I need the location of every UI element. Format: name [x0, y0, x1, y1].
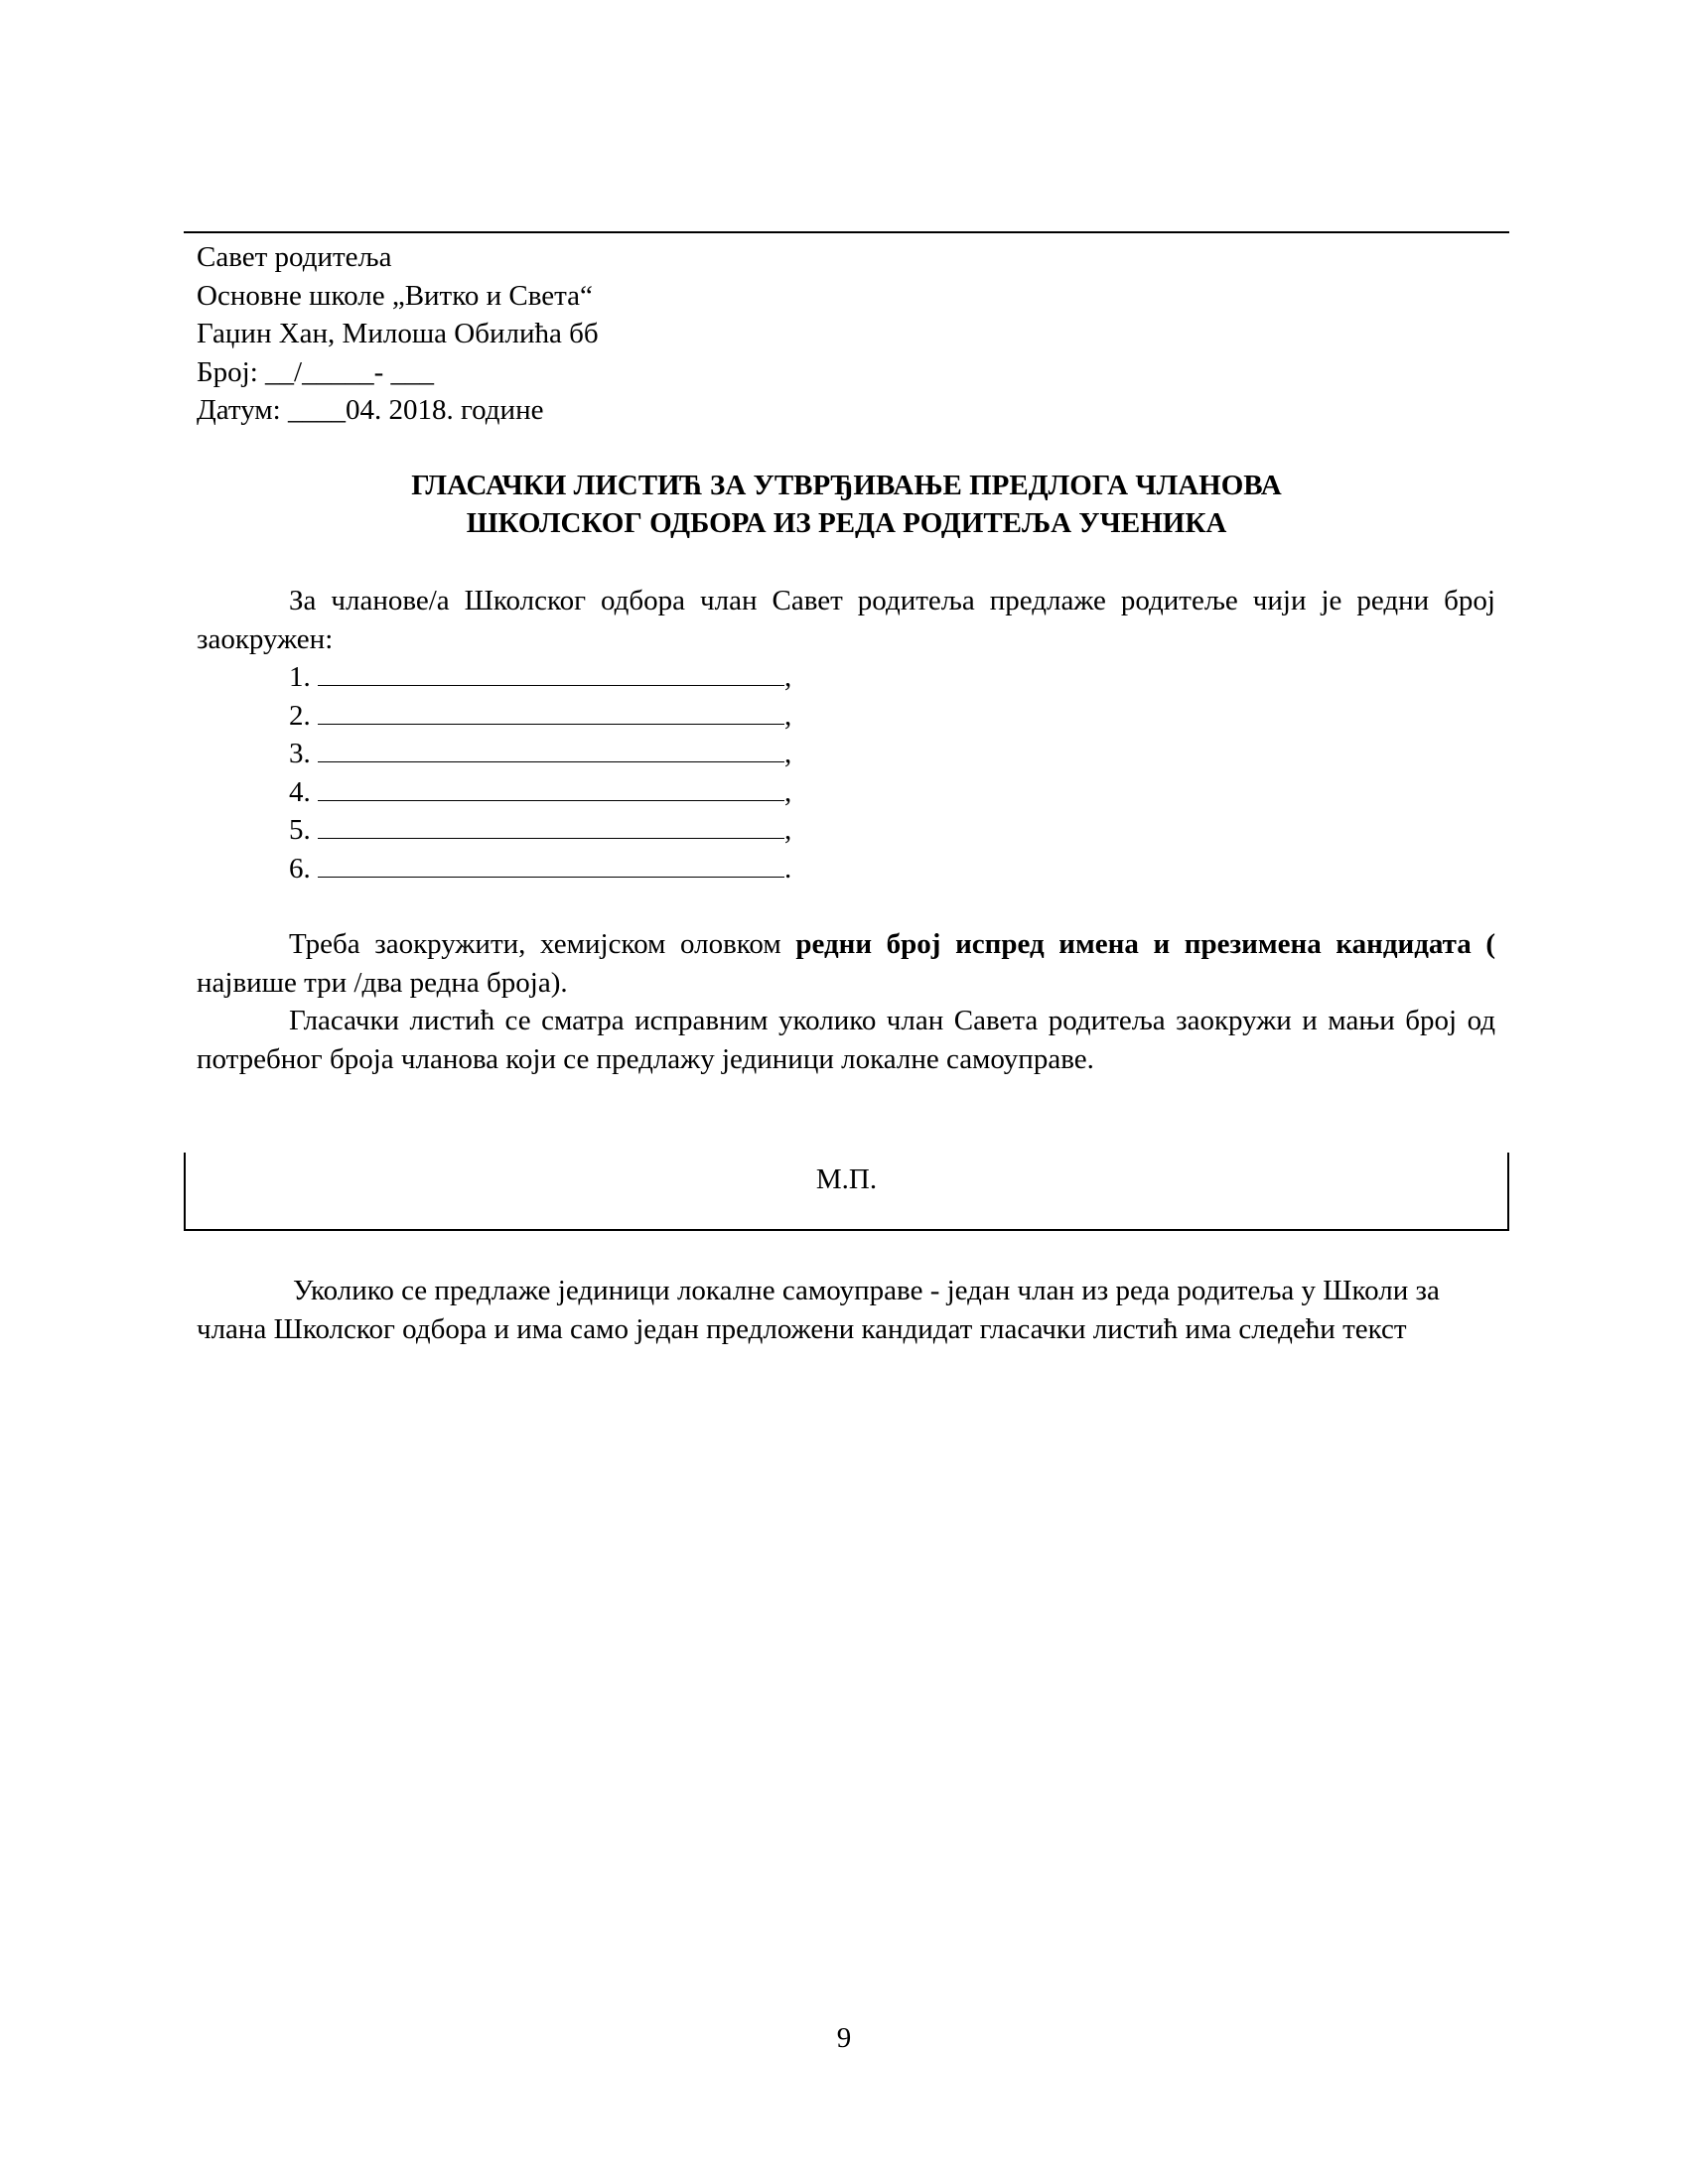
candidate-number: 2.	[289, 699, 311, 732]
candidate-row	[289, 735, 791, 773]
candidate-row	[289, 811, 791, 850]
candidate-number: 5.	[289, 814, 311, 846]
candidate-name-line	[318, 738, 784, 762]
header-number: Број: __/_____- ___	[197, 355, 434, 388]
instruction-emphasis: редни број испред имена и презимена кандидата (	[795, 928, 1495, 960]
candidate-row	[289, 658, 791, 697]
candidate-list	[289, 658, 791, 887]
candidate-row	[289, 773, 791, 812]
candidate-row-end: ,	[784, 699, 792, 732]
candidate-row-end: ,	[784, 738, 792, 769]
ballot-title-line-1: ГЛАСАЧКИ ЛИСТИЋ ЗА УТВРЂИВАЊЕ ПРЕДЛОГА ЧЛАНОВА	[411, 470, 1282, 501]
stamp-box	[184, 1153, 1509, 1231]
instruction-text-end: највише три /два редна броја).	[197, 966, 568, 999]
candidate-number: 4.	[289, 775, 311, 808]
header-address: Гаџин Хан, Милоша Обилића бб	[197, 318, 599, 349]
instruction-text: Треба заокружити, хемијском оловком	[289, 928, 796, 960]
validity-paragraph	[197, 1002, 1495, 1078]
candidate-row	[289, 850, 791, 888]
candidate-row-end: ,	[784, 814, 792, 846]
candidate-row-end: .	[784, 852, 792, 885]
instruction-paragraph	[197, 925, 1495, 1002]
header-date: Датум: ____04. 2018. године	[197, 394, 544, 426]
note-paragraph	[197, 1272, 1495, 1348]
ballot-title-line-2: ШКОЛСКОГ ОДБОРА ИЗ РЕДА РОДИТЕЉА УЧЕНИКА	[466, 507, 1227, 539]
page-number: 9	[836, 2022, 852, 2054]
intro-text: За чланове/а Школског одбора члан Савет родитеља предлаже родитеље чији је редни број заокружен:	[197, 585, 1495, 655]
candidate-name-line	[318, 853, 784, 878]
intro-paragraph	[197, 582, 1495, 658]
candidate-number: 1.	[289, 661, 311, 693]
candidate-number: 3.	[289, 738, 311, 769]
validity-text: Гласачки листић се сматра исправним уколико члан Савета родитеља заокружи и мањи број од потребног броја чланова који се предлажу јединици локалне самоуправе.	[197, 1005, 1495, 1075]
top-rule	[184, 231, 1509, 233]
candidate-row	[289, 697, 791, 736]
sender-header	[197, 238, 599, 430]
candidate-name-line	[318, 700, 784, 725]
candidate-row-end: ,	[784, 661, 792, 693]
header-council: Савет родитеља	[197, 241, 392, 273]
candidate-row-end: ,	[784, 775, 792, 808]
note-text: Уколико се предлаже јединици локалне самоуправе - један члан из реда родитеља у Школи за чланa Школског одбора и има само један предложени кандидат гласачки листић има следећи текст	[197, 1275, 1440, 1345]
candidate-name-line	[318, 661, 784, 686]
header-school: Основне школе „Витко и Света“	[197, 279, 593, 312]
candidate-name-line	[318, 814, 784, 839]
stamp-label: М.П.	[815, 1163, 878, 1195]
candidate-number: 6.	[289, 852, 311, 885]
candidate-name-line	[318, 776, 784, 801]
